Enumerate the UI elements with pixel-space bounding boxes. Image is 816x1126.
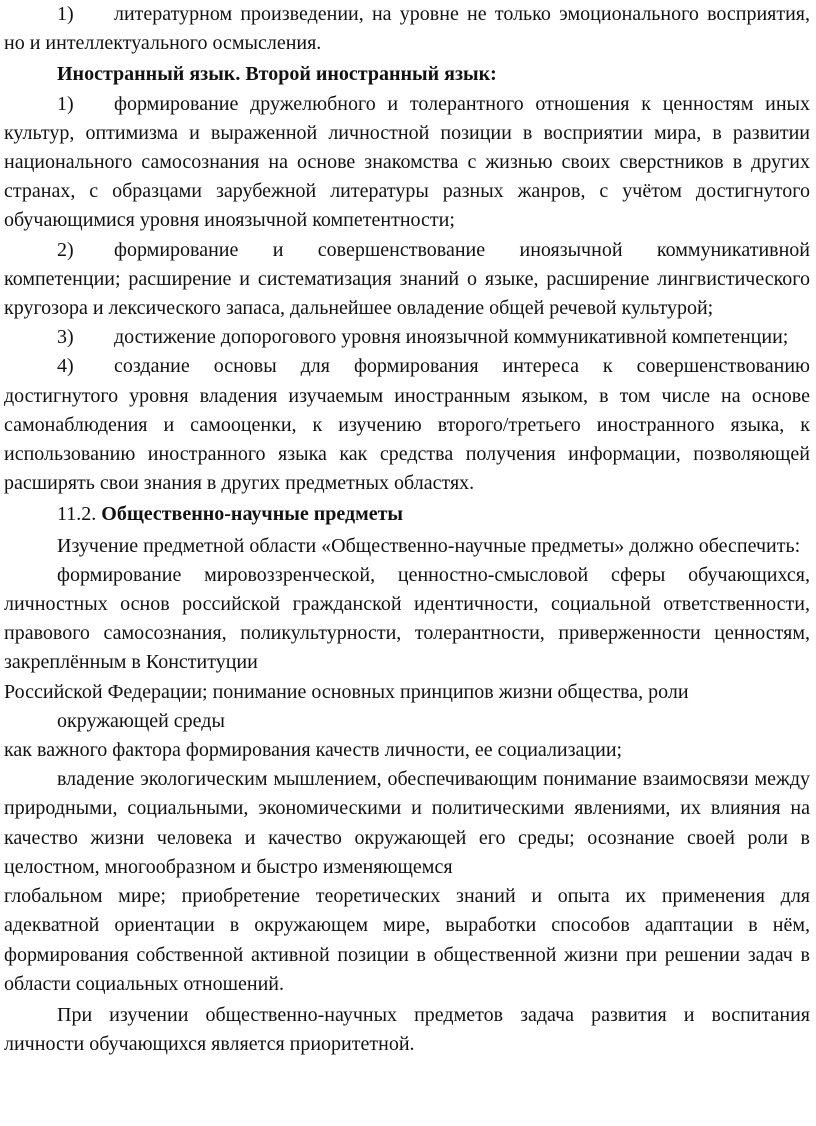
paragraph-priority [4,1001,810,1059]
section-heading [4,500,810,529]
paragraph-text: литературном произведении, на уровне не только эмоционального восприятия, но и интеллектуального осмысления. [4,3,810,55]
paragraph-text: Изучение предметной области «Общественно-научные предметы» должно обеспечить: [57,534,801,557]
paragraph-worldview [4,561,810,678]
heading-text: Иностранный язык. Второй иностранный язык: [57,63,497,86]
paragraph-text: формирование дружелюбного и толерантного отношения к ценностям иных культур, оптимизма и выраженной личностной позиции в восприятии мира, в развитии национального самосознания на основе знакомства с жизнью своих сверстников в других странах, с образцами зарубежной литературы разных жанров, с учётом достигнутого обучающимися уровня иноязычной компетентности; [4,92,810,232]
paragraph-text: как важного фактора формирования качеств личности, ее социализации; [4,739,623,762]
paragraph-ecology [4,765,810,882]
paragraph-global [4,882,810,999]
paragraph-text: Российской Федерации; понимание основных принципов жизни общества, роли [4,680,689,703]
paragraph-text: окружающей среды [57,709,225,732]
paragraph-text: достижение допорогового уровня иноязычной коммуникативной компетенции; [114,326,789,349]
section-title: Общественно-научные предметы [101,503,404,526]
list-item-language-2 [4,236,810,324]
paragraph-federation [4,678,810,707]
list-number: 1) [57,3,74,25]
list-number: 3) [57,326,74,349]
paragraph-text: формирование и совершенствование иноязычной коммуникативной компетенции; расширение и систематизация знаний о языке, расширение лингвистического кругозора и лексического запаса, дальнейшее овладение общей речевой культурой; [4,238,810,320]
document-page [4,0,810,1059]
paragraph-text: глобальном мире; приобретение теоретических знаний и опыта их применения для адекватной ориентации в окружающем мире, выработки способов адаптации в нём, формирования собственной активной позиции в общественной жизни при решении задач в области социальных отношений. [4,885,810,995]
list-number: 1) [57,92,74,115]
paragraph-text: При изучении общественно-научных предметов задача развития и воспитания личности обучающихся является приоритетной. [4,1003,810,1056]
subject-heading [4,60,810,89]
paragraph-intro [4,532,810,561]
paragraph-text: создание основы для формирования интереса к совершенствованию достигнутого уровня владения изучаемым иностранным языком, в том числе на основе самонаблюдения и самооценки, к изучению второго/третьего иностранного языка, к использованию иностранного языка как средства получения информации, позволяющей расширять свои знания в других предметных областях. [4,355,810,495]
list-number: 2) [57,238,74,261]
paragraph-text: владение экологическим мышлением, обеспечивающим понимание взаимосвязи между природными, социальными, экономическими и политическими явлениями, их влияния на качество жизни человека и качество окружающей его среды; осознание своей роли в целостном, многообразном и быстро изменяющемся [4,768,810,878]
list-item-literature-1 [4,0,810,58]
section-number: 11.2. [57,503,97,526]
list-item-language-1 [4,90,810,236]
list-item-language-4 [4,352,810,498]
paragraph-environment [4,707,810,736]
list-item-language-3 [4,323,810,352]
list-number: 4) [57,355,74,378]
paragraph-factor [4,736,810,765]
paragraph-text: формирование мировоззренческой, ценностно-смысловой сферы обучающихся, личностных основ российской гражданской идентичности, социальной ответственности, правового самосознания, поликультурности, толерантности, приверженности ценностям, закреплённым в Конституции [4,563,810,674]
